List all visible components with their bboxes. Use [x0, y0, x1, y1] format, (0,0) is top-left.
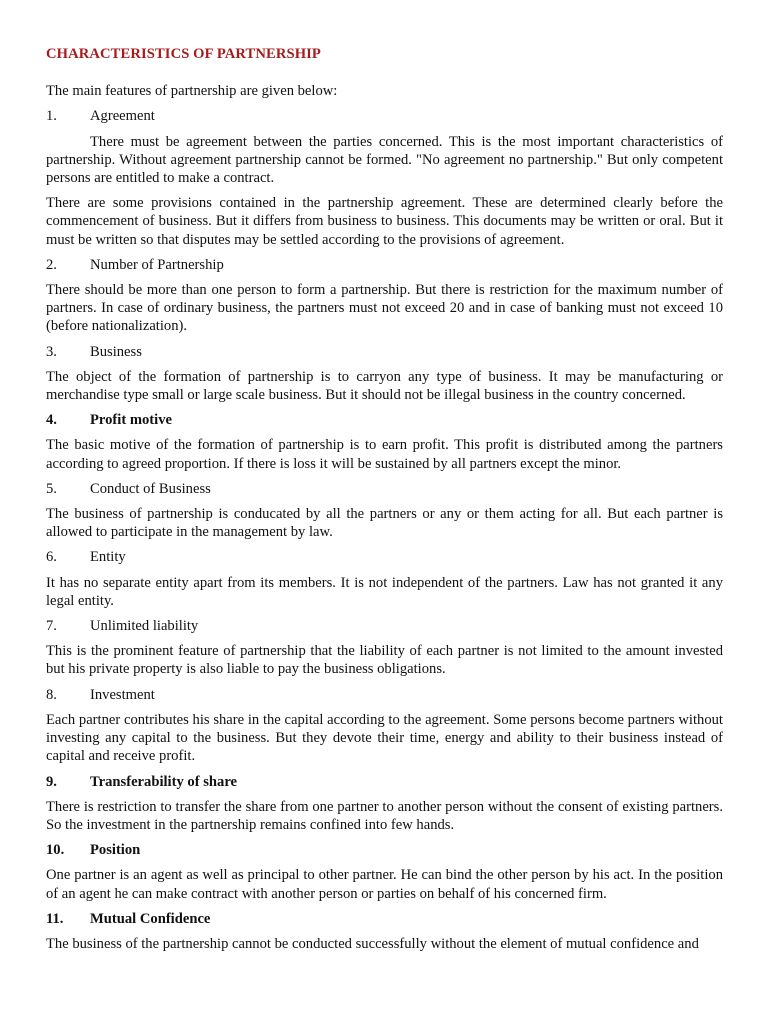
section-heading — [46, 480, 723, 498]
document-page — [46, 45, 723, 960]
section-number: 2. — [46, 256, 57, 273]
intro-text: The main features of partnership are given below: — [46, 83, 338, 100]
section-number: 6. — [46, 549, 57, 566]
section-title: Conduct of Business — [90, 480, 211, 497]
section-heading — [46, 343, 723, 361]
section-paragraph: There must be agreement between the parties concerned. This is the most important characteristics of partnership. Without agreement partnership cannot be formed. "No agreement no partnership." But only competent persons are entitled to make a contract. — [46, 133, 723, 187]
section-paragraph: There are some provisions contained in the partnership agreement. These are determined clearly before the commencement of business. But it differs from business to business. This documents may be written or oral. But it must be written so that disputes may be settled according to the provisions of agreement. — [46, 195, 723, 248]
section-title: Investment — [90, 686, 155, 703]
section-heading — [46, 910, 723, 928]
section-title: Profit motive — [90, 412, 172, 429]
section-title: Business — [90, 343, 142, 360]
section-number: 4. — [46, 412, 57, 429]
section-paragraph: One partner is an agent as well as principal to other partner. He can bind the other person by his act. In the position of an agent he can make contract with another person or parties on behalf of his concerned firm. — [46, 867, 723, 902]
section-heading — [46, 411, 723, 429]
section-paragraph: There should be more than one person to form a partnership. But there is restriction for the maximum number of partners. In case of ordinary business, the partners must not exceed 20 and in case of banking must not exceed 10 (before nationalization). — [46, 282, 723, 335]
section-paragraph: There is restriction to transfer the share from one partner to another person without the consent of existing partners. So the investment in the partnership remains confined into few hands. — [46, 798, 723, 833]
section-heading — [46, 686, 723, 704]
section-title: Transferability of share — [90, 773, 238, 790]
section-heading — [46, 548, 723, 566]
section-heading — [46, 107, 723, 125]
section-paragraph: Each partner contributes his share in the capital according to the agreement. Some persons become partners without investing any capital to the business. But they devote their time, energy and ability to their business instead of capital and receive profit. — [46, 711, 723, 765]
section-title: Unlimited liability — [90, 618, 199, 635]
section-number: 3. — [46, 343, 57, 360]
section-title: Mutual Confidence — [90, 910, 211, 927]
section-heading — [46, 617, 723, 635]
page-title: CHARACTERISTICS OF PARTNERSHIP — [46, 46, 321, 62]
section-paragraph: The object of the formation of partnership is to carryon any type of business. It may be manufacturing or merchandise type small or large scale business. But it should not be illegal business in the country concerned. — [46, 368, 723, 404]
section-paragraph: The business of partnership is conducated by all the partners or any or them acting for all. But each partner is allowed to participate in the management by law. — [46, 506, 723, 541]
section-heading — [46, 841, 723, 859]
section-paragraph: The business of the partnership cannot be conducted successfully without the element of mutual confidence and — [46, 935, 699, 952]
section-paragraph: It has no separate entity apart from its members. It is not independent of the partners. Law has not granted it any legal entity. — [46, 574, 723, 609]
sections-container — [46, 107, 723, 953]
section-number: 11. — [46, 910, 64, 927]
section-number: 9. — [46, 773, 57, 790]
section-number: 10. — [46, 842, 65, 859]
section-title: Number of Partnership — [90, 256, 224, 273]
section-number: 7. — [46, 618, 57, 635]
section-paragraph: This is the prominent feature of partnership that the liability of each partner is not limited to the amount invested but his private property is also liable to pay the business obligations. — [46, 643, 723, 678]
section-heading — [46, 256, 723, 274]
section-number: 1. — [46, 108, 57, 125]
section-number: 8. — [46, 686, 57, 703]
section-paragraph: The basic motive of the formation of partnership is to earn profit. This profit is distributed among the partners according to agreed proportion. If there is loss it will be sustained by all partners except the minor. — [46, 437, 723, 472]
section-title: Agreement — [90, 108, 155, 125]
section-heading — [46, 773, 723, 791]
section-number: 5. — [46, 480, 57, 497]
section-title: Position — [90, 842, 141, 859]
section-title: Entity — [90, 549, 126, 566]
